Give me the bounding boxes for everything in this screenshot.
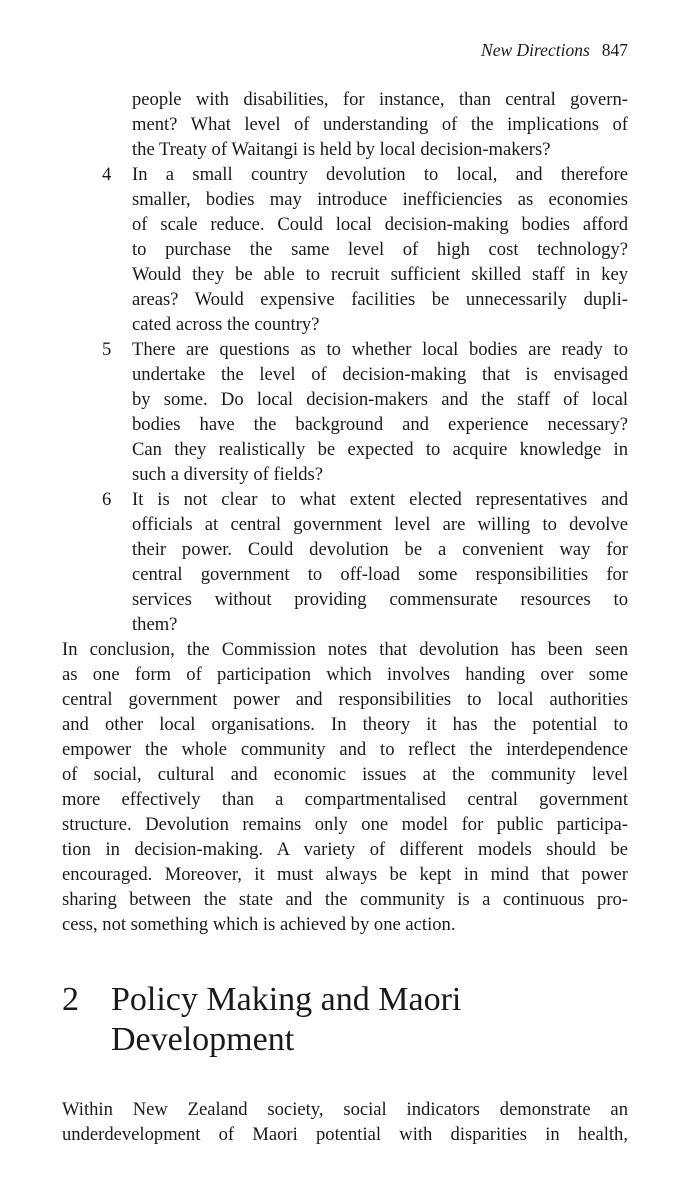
section-title-line: Policy Making and Maori — [111, 981, 462, 1018]
list-item-line: them? — [132, 614, 178, 635]
paragraph-line: and other local organisations. In theory it has the potential to — [62, 714, 628, 735]
continuation-line: the Treaty of Waitangi is held by local decision-makers? — [132, 139, 551, 160]
list-item-line: such a diversity of fields? — [132, 464, 324, 485]
list-item-line: cated across the country? — [132, 314, 320, 335]
paragraph-line: structure. Devolution remains only one model for public participa- — [62, 814, 628, 835]
list-item-line: officials at central government level are willing to devolve — [132, 514, 628, 535]
list-item-line: by some. Do local decision-makers and the staff of local — [132, 389, 628, 410]
list-item-line: bodies have the background and experience necessary? — [132, 414, 628, 435]
paragraph-line: as one form of participation which involves handing over some — [62, 664, 628, 685]
list-item-line: Would they be able to recruit sufficient skilled staff in key — [132, 264, 628, 285]
paragraph-line: more effectively than a compartmentalised central government — [62, 789, 628, 810]
list-item-line: It is not clear to what extent elected representatives and — [132, 489, 628, 510]
paragraph-line: Within New Zealand society, social indicators demonstrate an — [62, 1099, 628, 1120]
paragraph-line: In conclusion, the Commission notes that devolution has been seen — [62, 639, 628, 660]
paragraph-line: sharing between the state and the community is a continuous pro- — [62, 889, 628, 910]
continuation-line: ment? What level of understanding of the implications of — [132, 114, 628, 135]
paragraph-line: tion in decision-making. A variety of different models should be — [62, 839, 628, 860]
list-item-line: smaller, bodies may introduce inefficiencies as economies — [132, 189, 628, 210]
paragraph-line: cess, not something which is achieved by one action. — [62, 914, 456, 935]
list-item-number: 6 — [102, 489, 112, 510]
paragraph-line: of social, cultural and economic issues at the community level — [62, 764, 628, 785]
paragraph-line: empower the whole community and to reflect the interdependence — [62, 739, 628, 760]
section-title-line: Development — [111, 1021, 295, 1058]
list-item-line: There are questions as to whether local bodies are ready to — [132, 339, 628, 360]
list-item-line: their power. Could devolution be a convenient way for — [132, 539, 628, 560]
list-item-line: of scale reduce. Could local decision-making bodies afford — [132, 214, 628, 235]
running-head — [481, 39, 628, 61]
list-item-line: undertake the level of decision-making that is envisaged — [132, 364, 628, 385]
paragraph-line: encouraged. Moreover, it must always be kept in mind that power — [62, 864, 628, 885]
paragraph-line: central government power and responsibilities to local authorities — [62, 689, 628, 710]
running-head-title: New Directions — [481, 40, 590, 60]
continuation-line: people with disabilities, for instance, than central govern- — [132, 89, 628, 110]
paragraph-line: underdevelopment of Maori potential with disparities in health, — [62, 1124, 628, 1145]
page-number: 847 — [601, 40, 628, 60]
list-item-line: Can they realistically be expected to acquire knowledge in — [132, 439, 628, 460]
list-item-line: In a small country devolution to local, and therefore — [132, 164, 628, 185]
list-item-number: 5 — [102, 339, 112, 360]
list-item-line: to purchase the same level of high cost technology? — [132, 239, 628, 260]
list-item-line: areas? Would expensive facilities be unnecessarily dupli- — [132, 289, 628, 310]
section-number: 2 — [62, 981, 79, 1018]
list-item-line: services without providing commensurate resources to — [132, 589, 628, 610]
list-item-number: 4 — [102, 164, 112, 185]
list-item-line: central government to off-load some responsibilities for — [132, 564, 628, 585]
